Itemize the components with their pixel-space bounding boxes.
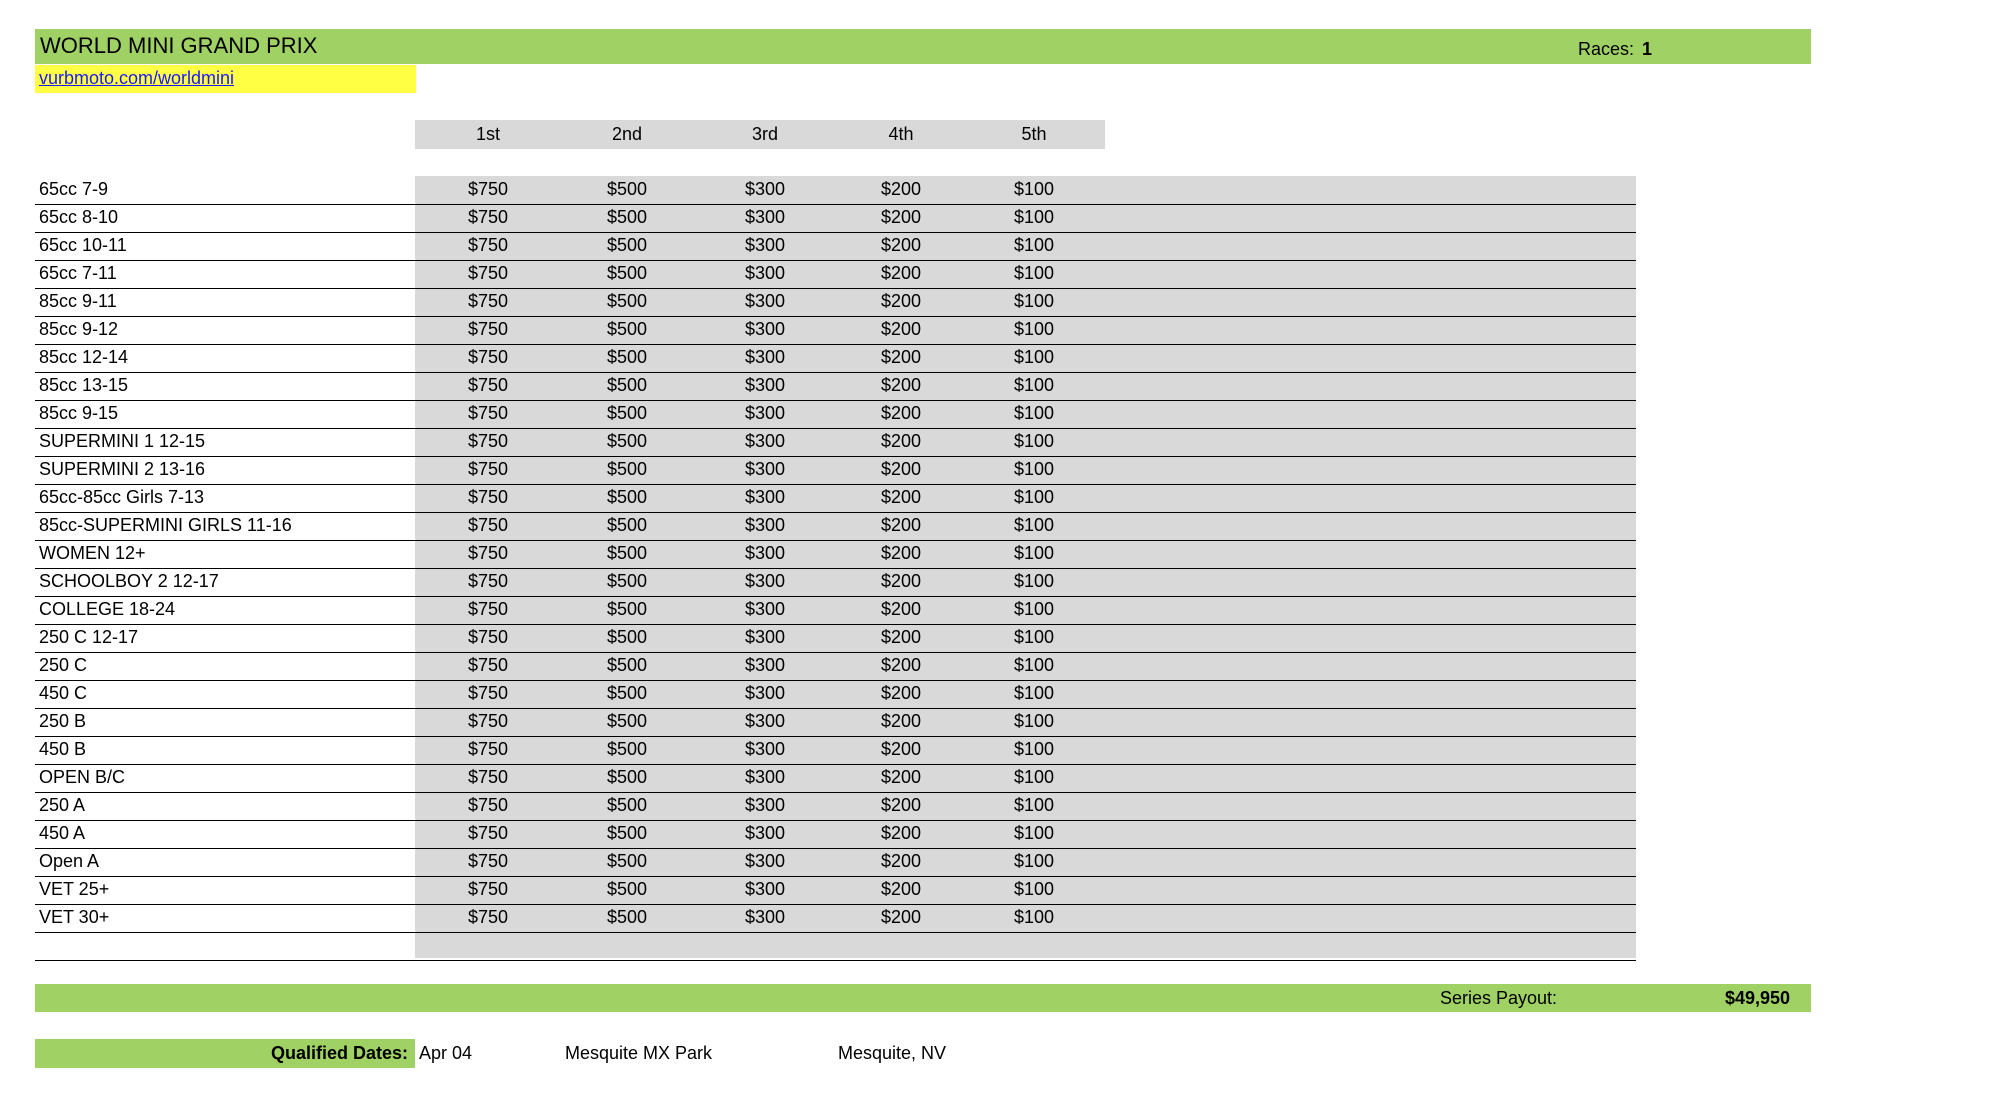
prize-cell: $500 [606, 795, 648, 815]
class-name: 250 C 12-17 [39, 627, 139, 647]
table-row [35, 372, 1636, 401]
prize-cell: $200 [880, 487, 922, 507]
prize-cell: $750 [467, 683, 509, 703]
prize-cell: $500 [606, 235, 648, 255]
series-payout-label: Series Payout: [1440, 988, 1558, 1008]
prize-cell: $100 [1013, 207, 1055, 227]
class-name: 65cc-85cc Girls 7-13 [39, 487, 205, 507]
table-row [35, 932, 1636, 961]
table-row [35, 596, 1636, 625]
table-row [35, 400, 1636, 429]
prize-cell: $300 [744, 543, 786, 563]
prize-cell: $750 [467, 347, 509, 367]
prize-cell: $300 [744, 263, 786, 283]
prize-cell: $100 [1013, 655, 1055, 675]
class-name: 85cc 9-11 [39, 291, 117, 311]
table-row [35, 204, 1636, 233]
prize-cell: $750 [467, 879, 509, 899]
prize-cell: $500 [606, 263, 648, 283]
prize-cell: $500 [606, 599, 648, 619]
prize-cell: $300 [744, 431, 786, 451]
prize-cell: $100 [1013, 823, 1055, 843]
prize-cell: $750 [467, 767, 509, 787]
column-header: 5th [1021, 124, 1047, 144]
prize-cell: $100 [1013, 179, 1055, 199]
class-name: 65cc 7-11 [39, 263, 117, 283]
website-link[interactable]: vurbmoto.com/worldmini [39, 68, 235, 88]
prize-cell: $200 [880, 291, 922, 311]
venue-city: Mesquite, NV [838, 1043, 947, 1063]
prize-cell: $300 [744, 683, 786, 703]
prize-cell: $100 [1013, 795, 1055, 815]
prize-cell: $750 [467, 207, 509, 227]
prize-cell: $500 [606, 823, 648, 843]
table-row [35, 344, 1636, 373]
prize-cell: $750 [467, 599, 509, 619]
column-header: 4th [888, 124, 914, 144]
prize-cell: $200 [880, 459, 922, 479]
prize-cell: $750 [467, 459, 509, 479]
prize-cell: $300 [744, 459, 786, 479]
column-header: 3rd [751, 124, 778, 144]
class-name: 450 B [39, 739, 87, 759]
prize-cell: $100 [1013, 851, 1055, 871]
table-row [35, 736, 1636, 765]
prize-cell: $200 [880, 683, 922, 703]
prize-cell: $300 [744, 291, 786, 311]
prize-cell: $300 [744, 907, 786, 927]
prize-cell: $100 [1013, 319, 1055, 339]
prize-cell: $300 [744, 179, 786, 199]
table-row [35, 624, 1636, 653]
prize-cell: $200 [880, 347, 922, 367]
prize-cell: $500 [606, 347, 648, 367]
prize-cell: $200 [880, 319, 922, 339]
venue-name: Mesquite MX Park [565, 1043, 713, 1063]
table-row [35, 708, 1636, 737]
prize-cell: $300 [744, 207, 786, 227]
prize-cell: $750 [467, 907, 509, 927]
column-header: 1st [475, 124, 500, 144]
prize-cell: $750 [467, 795, 509, 815]
class-name: 85cc 9-15 [39, 403, 119, 423]
class-name: SUPERMINI 2 13-16 [39, 459, 206, 479]
prize-cell: $750 [467, 179, 509, 199]
prize-cell: $100 [1013, 235, 1055, 255]
table-row [35, 652, 1636, 681]
table-row [35, 484, 1636, 513]
class-name: 85cc-SUPERMINI GIRLS 11-16 [39, 515, 292, 535]
prize-cell: $100 [1013, 599, 1055, 619]
table-row [35, 680, 1636, 709]
prize-cell: $750 [467, 375, 509, 395]
prize-cell: $200 [880, 543, 922, 563]
prize-cell: $750 [467, 431, 509, 451]
prize-cell: $300 [744, 823, 786, 843]
prize-cell: $500 [606, 655, 648, 675]
prize-cell: $100 [1013, 627, 1055, 647]
prize-cell: $500 [606, 319, 648, 339]
prize-cell: $100 [1013, 907, 1055, 927]
table-row [35, 848, 1636, 877]
prize-cell: $750 [467, 403, 509, 423]
table-row [35, 820, 1636, 849]
series-payout-value: $49,950 [1725, 988, 1791, 1008]
prize-cell: $750 [467, 263, 509, 283]
prize-cell: $100 [1013, 487, 1055, 507]
prize-cell: $750 [467, 739, 509, 759]
prize-cell: $300 [744, 879, 786, 899]
table-row [35, 260, 1636, 289]
class-name: COLLEGE 18-24 [39, 599, 176, 619]
prize-cell: $300 [744, 627, 786, 647]
prize-cell: $100 [1013, 767, 1055, 787]
prize-cell: $100 [1013, 683, 1055, 703]
prize-cell: $200 [880, 599, 922, 619]
prize-cell: $300 [744, 655, 786, 675]
prize-cell: $200 [880, 767, 922, 787]
prize-cell: $500 [606, 179, 648, 199]
prize-cell: $200 [880, 795, 922, 815]
prize-cell: $100 [1013, 263, 1055, 283]
prize-cell: $750 [467, 543, 509, 563]
class-name: Open A [39, 851, 100, 871]
prize-cell: $200 [880, 571, 922, 591]
prize-cell: $500 [606, 851, 648, 871]
prize-cell: $500 [606, 207, 648, 227]
table-row [35, 764, 1636, 793]
prize-cell: $100 [1013, 739, 1055, 759]
prize-cell: $500 [606, 375, 648, 395]
table-row [35, 792, 1636, 821]
class-name: 250 C [39, 655, 88, 675]
class-name: 65cc 8-10 [39, 207, 119, 227]
table-row [35, 288, 1636, 317]
table-row [35, 904, 1636, 933]
races-label: Races: [1578, 39, 1635, 59]
prize-cell: $500 [606, 683, 648, 703]
prize-cell: $200 [880, 431, 922, 451]
prize-cell: $100 [1013, 543, 1055, 563]
prize-cell: $100 [1013, 879, 1055, 899]
prize-cell: $300 [744, 515, 786, 535]
prize-cell: $300 [744, 347, 786, 367]
class-name: VET 30+ [39, 907, 110, 927]
class-name: 450 A [39, 823, 86, 843]
prize-cell: $750 [467, 627, 509, 647]
prize-cell: $200 [880, 235, 922, 255]
prize-cell: $300 [744, 403, 786, 423]
races-value: 1 [1642, 39, 1653, 59]
class-name: 250 B [39, 711, 87, 731]
prize-cell: $200 [880, 515, 922, 535]
prize-cell: $500 [606, 767, 648, 787]
prize-cell: $300 [744, 851, 786, 871]
prize-cell: $300 [744, 319, 786, 339]
prize-cell: $200 [880, 907, 922, 927]
prize-cell: $200 [880, 655, 922, 675]
class-name: 85cc 13-15 [39, 375, 129, 395]
prize-cell: $200 [880, 403, 922, 423]
prize-cell: $200 [880, 263, 922, 283]
prize-cell: $500 [606, 487, 648, 507]
class-name: WOMEN 12+ [39, 543, 146, 563]
class-name: VET 25+ [39, 879, 110, 899]
prize-cell: $300 [744, 599, 786, 619]
table-row [35, 176, 1636, 205]
prize-cell: $500 [606, 907, 648, 927]
prize-cell: $100 [1013, 375, 1055, 395]
prize-cell: $100 [1013, 347, 1055, 367]
prize-cell: $500 [606, 739, 648, 759]
prize-cell: $500 [606, 431, 648, 451]
prize-cell: $750 [467, 823, 509, 843]
prize-cell: $500 [606, 711, 648, 731]
prize-cell: $300 [744, 711, 786, 731]
prize-cell: $300 [744, 739, 786, 759]
table-row [35, 568, 1636, 597]
prize-cell: $500 [606, 515, 648, 535]
prize-cell: $100 [1013, 515, 1055, 535]
qualified-dates-label: Qualified Dates: [270, 1043, 408, 1063]
prize-cell: $100 [1013, 291, 1055, 311]
prize-cell: $750 [467, 515, 509, 535]
class-name: 250 A [39, 795, 86, 815]
table-row [35, 540, 1636, 569]
prize-cell: $200 [880, 823, 922, 843]
table-row [35, 876, 1636, 905]
prize-cell: $200 [880, 375, 922, 395]
table-row [35, 428, 1636, 457]
class-name: OPEN B/C [39, 767, 126, 787]
prize-cell: $300 [744, 375, 786, 395]
prize-cell: $750 [467, 319, 509, 339]
prize-cell: $500 [606, 543, 648, 563]
prize-cell: $200 [880, 711, 922, 731]
class-name: SCHOOLBOY 2 12-17 [39, 571, 219, 591]
prize-cell: $300 [744, 767, 786, 787]
prize-cell: $500 [606, 291, 648, 311]
prize-cell: $750 [467, 571, 509, 591]
prize-cell: $300 [744, 571, 786, 591]
prize-cell: $100 [1013, 459, 1055, 479]
class-name: 450 C [39, 683, 88, 703]
prize-cell: $750 [467, 851, 509, 871]
prize-cell: $500 [606, 459, 648, 479]
class-name: 65cc 10-11 [39, 235, 127, 255]
sheet-title: WORLD MINI GRAND PRIX [40, 33, 318, 58]
prize-cell: $750 [467, 235, 509, 255]
prize-cell: $100 [1013, 711, 1055, 731]
prize-cell: $100 [1013, 403, 1055, 423]
prize-cell: $100 [1013, 571, 1055, 591]
prize-cell: $300 [744, 487, 786, 507]
prize-cell: $500 [606, 627, 648, 647]
class-name: SUPERMINI 1 12-15 [39, 431, 206, 451]
class-name: 65cc 7-9 [39, 179, 109, 199]
class-name: 85cc 12-14 [39, 347, 129, 367]
table-row [35, 232, 1636, 261]
table-row [35, 456, 1636, 485]
prize-cell: $500 [606, 403, 648, 423]
class-name: 85cc 9-12 [39, 319, 119, 339]
prize-cell: $100 [1013, 431, 1055, 451]
prize-cell: $750 [467, 711, 509, 731]
prize-cell: $200 [880, 879, 922, 899]
prize-cell: $200 [880, 851, 922, 871]
table-row [35, 512, 1636, 541]
prize-cell: $200 [880, 739, 922, 759]
prize-cell: $200 [880, 179, 922, 199]
prize-cell: $500 [606, 571, 648, 591]
prize-cell: $750 [467, 487, 509, 507]
column-header: 2nd [611, 124, 643, 144]
prize-cell: $500 [606, 879, 648, 899]
prize-cell: $750 [467, 655, 509, 675]
table-row [35, 316, 1636, 345]
prize-cell: $750 [467, 291, 509, 311]
prize-cell: $200 [880, 207, 922, 227]
qualified-date: Apr 04 [419, 1043, 473, 1063]
prize-cell: $300 [744, 795, 786, 815]
prize-cell: $200 [880, 627, 922, 647]
prize-cell: $300 [744, 235, 786, 255]
